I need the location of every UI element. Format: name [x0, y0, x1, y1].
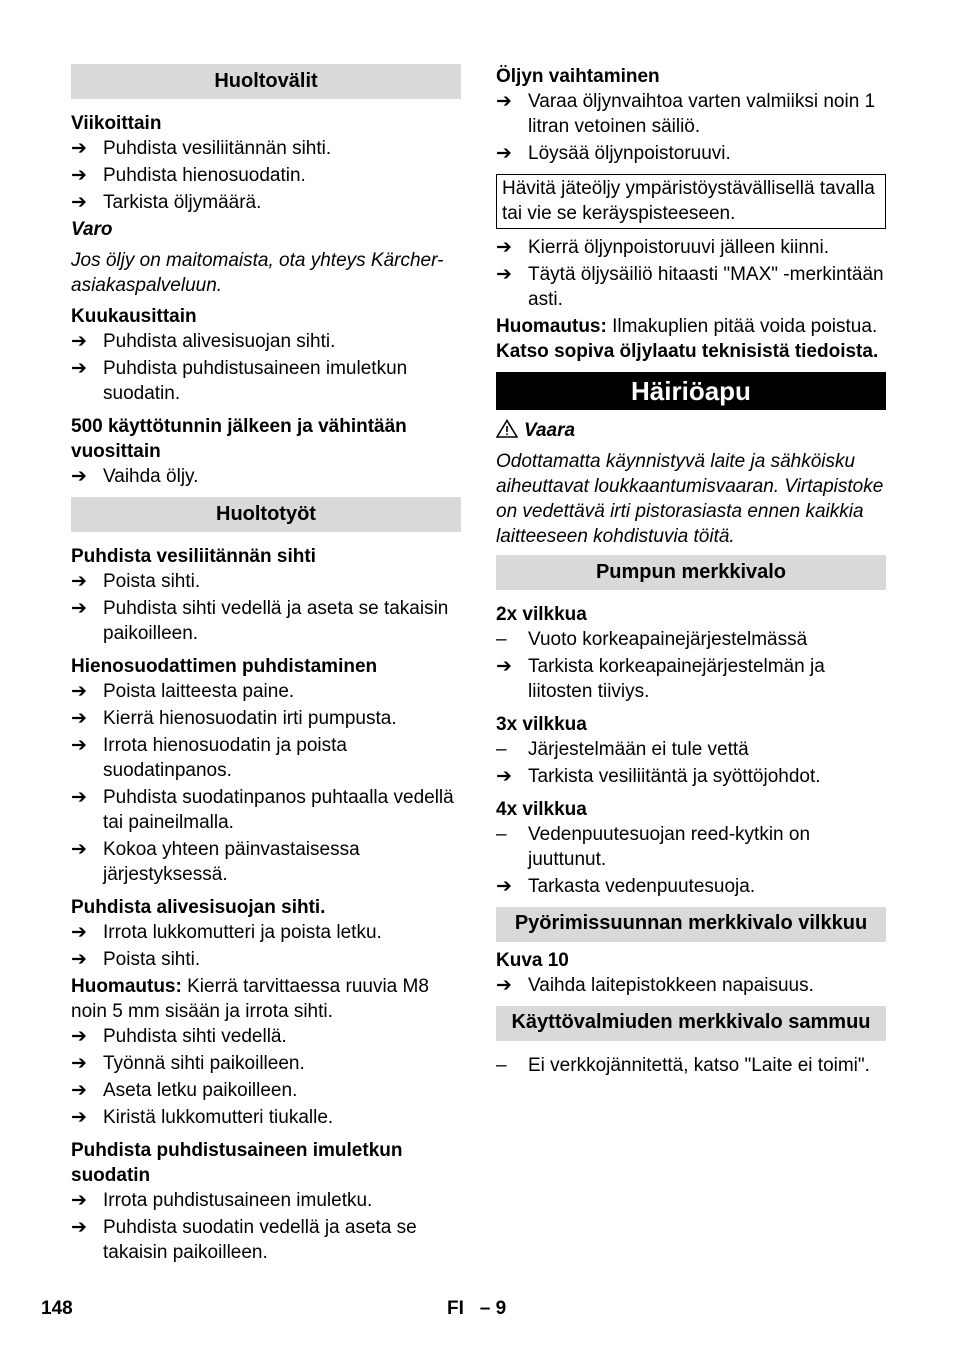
arrow-icon: ➔ [496, 237, 512, 258]
arrow-icon: ➔ [71, 1026, 87, 1047]
list-item: ➔ Työnnä sihti paikoilleen. [71, 1053, 305, 1074]
arrow-icon: ➔ [71, 1053, 87, 1074]
list-item: ➔ Irrota hienosuodatin ja poista suodatinpanos. [71, 735, 347, 781]
heading-kayttovalmius: Käyttövalmiuden merkkivalo sammuu [496, 1006, 886, 1041]
subheading-viikoittain: Viikoittain [71, 113, 162, 134]
arrow-icon: ➔ [71, 839, 87, 860]
note-paragraph: Huomautus: Ilmakuplien pitää voida poistua. [496, 316, 878, 337]
subheading-imuletku: Puhdista puhdistusaineen imuletkun suodatin [71, 1140, 403, 1186]
list-item: ➔ Tarkista korkeapainejärjestelmän ja liitosten tiiviys. [496, 656, 825, 702]
heading-huoltovalit: Huoltovälit [71, 64, 461, 99]
subheading-2x: 2x vilkkua [496, 604, 587, 625]
list-item: ➔ Poista sihti. [71, 571, 201, 592]
list-item: ➔ Puhdista alivesisuojan sihti. [71, 331, 336, 352]
arrow-icon: ➔ [496, 91, 512, 112]
list-item: ➔ Puhdista suodatin vedellä ja aseta se takaisin paikoilleen. [71, 1217, 417, 1263]
list-item: ➔ Kierrä öljynpoistoruuvi jälleen kiinni. [496, 237, 829, 258]
arrow-icon: ➔ [71, 358, 87, 379]
heading-pyorimis: Pyörimissuunnan merkkivalo vilkkuu [496, 907, 886, 942]
heading-pumpun: Pumpun merkkivalo [496, 555, 886, 590]
heading-hairioapu: Häiriöapu [496, 372, 886, 410]
dash-icon: – [496, 739, 507, 760]
subheading-hienosuodatin: Hienosuodattimen puhdistaminen [71, 656, 378, 677]
note-paragraph: Huomautus: Kierrä tarvittaessa ruuvia M8 noin 5 mm sisään ja irrota sihti. [71, 976, 429, 1022]
arrow-icon: ➔ [71, 1107, 87, 1128]
list-item: – Vuoto korkeapainejärjestelmässä [496, 629, 808, 650]
subheading-kuva: Kuva 10 [496, 950, 569, 971]
warning-triangle-icon [496, 419, 518, 438]
danger-text: Odottamatta käynnistyvä laite ja sähköisku aiheuttavat loukkaantumisvaaran. Virtapistoke on vedettävä irti pistorasiasta ennen kaikkia laitteeseen kohdistuvia töitä. [496, 451, 884, 547]
list-item: ➔ Löysää öljynpoistoruuvi. [496, 143, 731, 164]
arrow-icon: ➔ [496, 975, 512, 996]
list-item: ➔ Puhdista vesiliitännän sihti. [71, 138, 332, 159]
list-item: ➔ Vaihda laitepistokkeen napaisuus. [496, 975, 814, 996]
arrow-icon: ➔ [496, 264, 512, 285]
arrow-icon: ➔ [71, 708, 87, 729]
arrow-icon: ➔ [71, 681, 87, 702]
subheading-oljy: Öljyn vaihtaminen [496, 66, 660, 87]
arrow-icon: ➔ [71, 949, 87, 970]
framed-notice: Hävitä jäteöljy ympäristöystävällisellä tavalla tai vie se keräyspisteeseen. [496, 174, 886, 229]
dash-icon: – [496, 824, 507, 845]
arrow-icon: ➔ [71, 735, 87, 756]
list-item: – Vedenpuutesuojan reed-kytkin on juuttunut. [496, 824, 811, 870]
list-item: ➔ Irrota lukkomutteri ja poista letku. [71, 922, 382, 943]
list-item: ➔ Kokoa yhteen päinvastaisessa järjestyksessä. [71, 839, 360, 885]
arrow-icon: ➔ [496, 656, 512, 677]
list-viikoittain [71, 136, 461, 215]
caution-text: Jos öljy on maitomaista, ota yhteys Kärcher-asiakaspalveluun. [71, 250, 444, 296]
arrow-icon: ➔ [71, 165, 87, 186]
subheading-500-hours: 500 käyttötunnin jälkeen ja vähintään vuosittain [71, 416, 407, 462]
heading-huoltotyot: Huoltotyöt [71, 497, 461, 532]
arrow-icon: ➔ [496, 143, 512, 164]
list-item: ➔ Puhdista puhdistusaineen imuletkun suodatin. [71, 358, 408, 404]
arrow-icon: ➔ [71, 1080, 87, 1101]
oil-quality-note: Katso sopiva öljylaatu teknisistä tiedoista. [496, 341, 879, 362]
list-item: ➔ Poista sihti. [71, 949, 201, 970]
list-item: ➔ Poista laitteesta paine. [71, 681, 295, 702]
subheading-vesiliitanta: Puhdista vesiliitännän sihti [71, 546, 316, 567]
list-item: ➔ Puhdista sihti vedellä ja aseta se takaisin paikoilleen. [71, 598, 449, 644]
arrow-icon: ➔ [496, 766, 512, 787]
list-item: ➔ Puhdista hienosuodatin. [71, 165, 306, 186]
subheading-alivesi: Puhdista alivesisuojan sihti. [71, 897, 326, 918]
arrow-icon: ➔ [71, 1190, 87, 1211]
list-item: ➔ Irrota puhdistusaineen imuletku. [71, 1190, 373, 1211]
subheading-kuukausittain: Kuukausittain [71, 306, 197, 327]
list-item: ➔ Tarkista vesiliitäntä ja syöttöjohdot. [496, 766, 821, 787]
list-item: ➔ Tarkista öljymäärä. [71, 192, 262, 213]
arrow-icon: ➔ [71, 571, 87, 592]
list-item: ➔ Aseta letku paikoilleen. [71, 1080, 298, 1101]
list-item: ➔ Vaihda öljy. [71, 466, 199, 487]
dash-icon: – [496, 629, 507, 650]
list-item: – Ei verkkojännitettä, katso "Laite ei toimi". [496, 1055, 870, 1076]
list-item: ➔ Tarkasta vedenpuutesuoja. [496, 876, 756, 897]
arrow-icon: ➔ [71, 598, 87, 619]
arrow-icon: ➔ [71, 922, 87, 943]
arrow-icon: ➔ [71, 787, 87, 808]
list-item: ➔ Varaa öljynvaihtoa varten valmiiksi noin 1 litran vetoinen säiliö. [496, 91, 876, 137]
arrow-icon: ➔ [71, 192, 87, 213]
section-marker: FI – 9 [447, 1298, 507, 1319]
list-item: – Järjestelmään ei tule vettä [496, 739, 749, 760]
subheading-4x: 4x vilkkua [496, 799, 587, 820]
list-item: ➔ Puhdista suodatinpanos puhtaalla vedellä tai paineilmalla. [71, 787, 454, 833]
caution-title: Varo [71, 219, 113, 240]
left-column [71, 64, 461, 1267]
dash-icon: – [496, 1055, 507, 1076]
list-item: ➔ Puhdista sihti vedellä. [71, 1026, 287, 1047]
arrow-icon: ➔ [496, 876, 512, 897]
arrow-icon: ➔ [71, 466, 87, 487]
list-item: ➔ Täytä öljysäiliö hitaasti "MAX" -merkintään asti. [496, 264, 884, 310]
arrow-icon: ➔ [71, 1217, 87, 1238]
list-item: ➔ Kierrä hienosuodatin irti pumpusta. [71, 708, 397, 729]
right-column [496, 64, 886, 1080]
arrow-icon: ➔ [71, 331, 87, 352]
list-item: ➔ Kiristä lukkomutteri tiukalle. [71, 1107, 334, 1128]
arrow-icon: ➔ [71, 138, 87, 159]
page-number: 148 [41, 1298, 73, 1319]
danger-title-row: Vaara [496, 418, 886, 443]
subheading-3x: 3x vilkkua [496, 714, 587, 735]
